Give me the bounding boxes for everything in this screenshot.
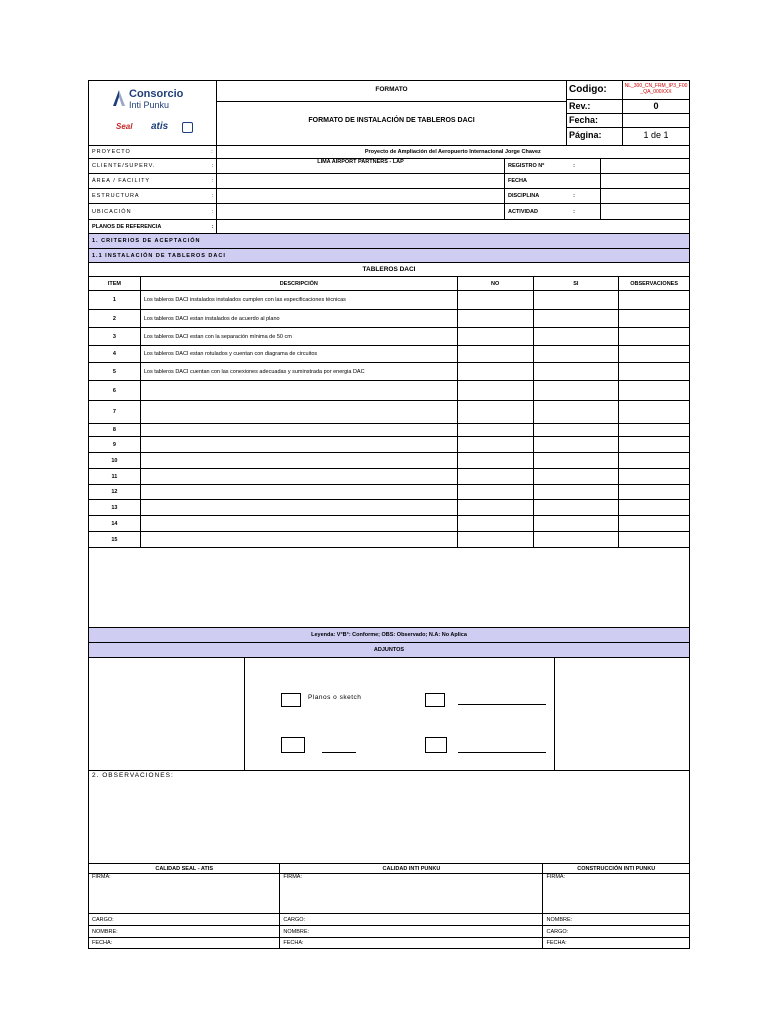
item-no-cell[interactable] bbox=[458, 453, 534, 468]
item-si-cell[interactable] bbox=[534, 500, 620, 515]
area-label: ÁREA / FACILITY bbox=[92, 178, 151, 184]
sig-col1-firma[interactable]: FIRMA: bbox=[89, 874, 280, 913]
item-si-cell[interactable] bbox=[534, 363, 620, 380]
item-description bbox=[141, 516, 458, 531]
table-row bbox=[88, 328, 690, 346]
observaciones-area[interactable] bbox=[88, 771, 690, 864]
item-number: 11 bbox=[89, 469, 141, 484]
table-row bbox=[88, 500, 690, 516]
table-row bbox=[88, 381, 690, 401]
adjunto-line-3 bbox=[322, 752, 356, 753]
item-si-cell[interactable] bbox=[534, 346, 620, 362]
row-estructura: ESTRUCTURA : DISCIPLINA : bbox=[88, 189, 690, 204]
item-observaciones-cell[interactable] bbox=[619, 424, 689, 436]
item-number: 8 bbox=[89, 424, 141, 436]
item-observaciones-cell[interactable] bbox=[619, 346, 689, 362]
item-description: Los tableros DACI cuentan con las conexiones adecuadas y suminstrada por energia DAC bbox=[141, 363, 458, 380]
item-description: Los tableros DACI instalados instalados cumplen con las especificaciones técnicas bbox=[141, 291, 458, 309]
logo-seal-text: Seal bbox=[116, 122, 133, 131]
fecha-info-value[interactable] bbox=[601, 174, 689, 188]
item-number: 15 bbox=[89, 532, 141, 547]
project-info bbox=[88, 146, 690, 949]
item-si-cell[interactable] bbox=[534, 485, 620, 499]
item-no-cell[interactable] bbox=[458, 500, 534, 515]
instalacion-title: 1.1 INSTALACIÓN DE TABLEROS DACI bbox=[92, 252, 226, 259]
item-si-cell[interactable] bbox=[534, 310, 620, 327]
logo-consorcio-text: Consorcio bbox=[129, 88, 184, 100]
pagina-value: 1 de 1 bbox=[643, 130, 669, 140]
sig-col1-title: CALIDAD SEAL - ATIS bbox=[89, 864, 280, 873]
form-header bbox=[88, 80, 690, 146]
item-no-cell[interactable] bbox=[458, 346, 534, 362]
blank-area bbox=[88, 548, 690, 628]
registro-label: REGISTRO Nº bbox=[508, 163, 545, 169]
item-number: 13 bbox=[89, 500, 141, 515]
table-row bbox=[88, 346, 690, 363]
rev-value: 0 bbox=[653, 101, 659, 111]
adjunto-checkbox-2[interactable] bbox=[425, 691, 445, 709]
legend-text: Leyenda: V°B°: Conforme; OBS: Observado; N.A: No Aplica bbox=[311, 632, 467, 638]
row-area: ÁREA / FACILITY : FECHA bbox=[88, 174, 690, 189]
codigo-value: NL_300_CN_FRM_IP3_F00_QA_000XXX bbox=[624, 83, 688, 95]
item-description bbox=[141, 532, 458, 547]
criterios-title: 1. CRITERIOS DE ACEPTACIÓN bbox=[92, 238, 201, 244]
table-row bbox=[88, 516, 690, 532]
sig-col2-nombre[interactable]: NOMBRE: bbox=[280, 926, 543, 937]
item-description bbox=[141, 401, 458, 423]
item-si-cell[interactable] bbox=[534, 516, 620, 531]
doc-control bbox=[567, 81, 689, 145]
adjuntos-area bbox=[88, 658, 690, 771]
logo-area bbox=[89, 81, 217, 145]
formato-label: FORMATO bbox=[375, 86, 408, 93]
proyecto-label: PROYECTO bbox=[92, 149, 131, 155]
item-si-cell[interactable] bbox=[534, 469, 620, 484]
item-description bbox=[141, 485, 458, 499]
planos-checkbox[interactable] bbox=[281, 691, 301, 709]
signature-row-3 bbox=[88, 926, 690, 938]
planos-label: PLANOS DE REFERENCIA bbox=[92, 223, 162, 230]
planos-value[interactable] bbox=[217, 220, 689, 233]
col-no: NO bbox=[458, 277, 534, 290]
item-description: Los tableros DACI estan con la separación mínima de 50 cm bbox=[141, 328, 458, 345]
table-row bbox=[88, 363, 690, 381]
criterios-section bbox=[88, 234, 690, 249]
item-description bbox=[141, 437, 458, 452]
observaciones-label: 2. OBSERVACIONES: bbox=[92, 772, 174, 779]
item-no-cell[interactable] bbox=[458, 401, 534, 423]
item-si-cell[interactable] bbox=[534, 291, 620, 309]
signature-row-4 bbox=[88, 938, 690, 949]
col-si: SI bbox=[534, 277, 620, 290]
item-no-cell[interactable] bbox=[458, 485, 534, 499]
item-number: 10 bbox=[89, 453, 141, 468]
logo-inti-text: Inti Punku bbox=[129, 100, 170, 110]
item-no-cell[interactable] bbox=[458, 532, 534, 547]
item-observaciones-cell[interactable] bbox=[619, 437, 689, 452]
item-observaciones-cell[interactable] bbox=[619, 516, 689, 531]
item-no-cell[interactable] bbox=[458, 363, 534, 380]
item-no-cell[interactable] bbox=[458, 424, 534, 436]
item-description bbox=[141, 381, 458, 400]
estructura-value[interactable] bbox=[217, 189, 505, 203]
col-descripcion: DESCRIPCIÓN bbox=[141, 277, 458, 290]
registro-value[interactable] bbox=[601, 159, 689, 173]
proyecto-value[interactable]: Proyecto de Ampliación del Aeropuerto Internacional Jorge Chavez bbox=[364, 149, 541, 155]
item-si-cell[interactable] bbox=[534, 381, 620, 400]
area-value[interactable] bbox=[217, 174, 505, 188]
adjunto-checkbox-4[interactable] bbox=[425, 737, 447, 753]
item-description: Los tableros DACI estan instalados de acuerdo al plano bbox=[141, 310, 458, 327]
tableros-subheader bbox=[88, 263, 690, 277]
form-title: FORMATO DE INSTALACIÓN DE TABLEROS DACI bbox=[308, 117, 475, 124]
pagina-label: Página: bbox=[569, 130, 602, 140]
item-observaciones-cell[interactable] bbox=[619, 485, 689, 499]
consorcio-logo bbox=[111, 89, 127, 112]
item-no-cell[interactable] bbox=[458, 381, 534, 400]
adjunto-line-2 bbox=[458, 704, 546, 705]
disciplina-value[interactable] bbox=[601, 189, 689, 203]
title-area bbox=[217, 81, 567, 145]
adjuntos-checks bbox=[245, 658, 555, 770]
item-si-cell[interactable] bbox=[534, 424, 620, 436]
sig-col1-nombre[interactable]: NOMBRE: bbox=[89, 926, 280, 937]
legend-row bbox=[88, 628, 690, 643]
item-no-cell[interactable] bbox=[458, 328, 534, 345]
sig-col2-cargo[interactable]: CARGO: bbox=[280, 914, 543, 925]
sig-col3-fecha[interactable]: FECHA: bbox=[546, 940, 567, 946]
signature-row-2 bbox=[88, 914, 690, 926]
item-observaciones-cell[interactable] bbox=[619, 291, 689, 309]
sig-col3-nombre[interactable]: NOMBRE: bbox=[546, 916, 573, 923]
tableros-title: TABLEROS DACI bbox=[362, 266, 416, 273]
col-item: ITEM bbox=[89, 277, 141, 290]
item-observaciones-cell[interactable] bbox=[619, 500, 689, 515]
item-no-cell[interactable] bbox=[458, 469, 534, 484]
item-number: 9 bbox=[89, 437, 141, 452]
item-observaciones-cell[interactable] bbox=[619, 328, 689, 345]
item-number: 6 bbox=[89, 381, 141, 400]
ubicacion-value[interactable] bbox=[217, 204, 505, 219]
item-number: 12 bbox=[89, 485, 141, 499]
atis-logo-icon bbox=[182, 122, 193, 133]
consorcio-logo-icon bbox=[111, 89, 127, 107]
item-number: 14 bbox=[89, 516, 141, 531]
planos-label: Planos o sketch bbox=[308, 694, 362, 701]
row-cliente: CLIENTE/SUPERV. : LIMA AIRPORT PARTNERS - LAP REGISTRO Nº : bbox=[88, 159, 690, 174]
item-description bbox=[141, 500, 458, 515]
item-no-cell[interactable] bbox=[458, 291, 534, 309]
item-observaciones-cell[interactable] bbox=[619, 310, 689, 327]
adjuntos-header bbox=[88, 643, 690, 658]
checklist-rows bbox=[88, 291, 690, 548]
item-no-cell[interactable] bbox=[458, 437, 534, 452]
table-row bbox=[88, 532, 690, 548]
item-description bbox=[141, 469, 458, 484]
sig-col2-title: CALIDAD INTI PUNKU bbox=[280, 864, 543, 873]
sig-col1-fecha[interactable]: FECHA: bbox=[89, 938, 280, 948]
item-number: 3 bbox=[89, 328, 141, 345]
adjunto-line-4 bbox=[458, 752, 546, 753]
item-si-cell[interactable] bbox=[534, 437, 620, 452]
item-observaciones-cell[interactable] bbox=[619, 453, 689, 468]
item-si-cell[interactable] bbox=[534, 328, 620, 345]
item-number: 7 bbox=[89, 401, 141, 423]
sig-col2-fecha[interactable]: FECHA: bbox=[280, 938, 543, 948]
rev-label: Rev.: bbox=[569, 101, 591, 111]
signature-header bbox=[88, 864, 690, 874]
item-observaciones-cell[interactable] bbox=[619, 401, 689, 423]
sig-col1-cargo[interactable]: CARGO: bbox=[89, 914, 280, 925]
item-si-cell[interactable] bbox=[534, 532, 620, 547]
codigo-label: Codigo: bbox=[569, 84, 607, 95]
item-number: 2 bbox=[89, 310, 141, 327]
logo-atis-text: atis bbox=[151, 121, 169, 132]
actividad-label: ACTIVIDAD bbox=[508, 208, 538, 215]
item-observaciones-cell[interactable] bbox=[619, 532, 689, 547]
adjuntos-title: ADJUNTOS bbox=[373, 647, 405, 653]
item-no-cell[interactable] bbox=[458, 310, 534, 327]
table-header bbox=[88, 277, 690, 291]
item-observaciones-cell[interactable] bbox=[619, 363, 689, 380]
sig-col3-title: CONSTRUCCIÓN INTI PUNKU bbox=[577, 865, 656, 872]
col-observaciones: OBSERVACIONES bbox=[630, 280, 678, 287]
adjunto-checkbox-3[interactable] bbox=[281, 737, 305, 753]
cliente-label: CLIENTE/SUPERV. bbox=[92, 163, 156, 169]
row-ubicacion: UBICACIÓN : ACTIVIDAD : bbox=[88, 204, 690, 220]
fecha-info-label: FECHA bbox=[508, 178, 527, 184]
sig-col3-firma[interactable]: FIRMA: bbox=[546, 874, 566, 880]
actividad-value[interactable] bbox=[601, 204, 689, 219]
row-proyecto: PROYECTO : Proyecto de Ampliación del Aeropuerto Internacional Jorge Chavez bbox=[88, 146, 690, 159]
table-row bbox=[88, 424, 690, 437]
item-number: 4 bbox=[89, 346, 141, 362]
table-row bbox=[88, 453, 690, 469]
table-row bbox=[88, 437, 690, 453]
table-row bbox=[88, 310, 690, 328]
item-number: 5 bbox=[89, 363, 141, 380]
instalacion-section bbox=[88, 249, 690, 263]
fecha-header-label: Fecha: bbox=[569, 115, 599, 125]
item-si-cell[interactable] bbox=[534, 401, 620, 423]
cliente-value[interactable]: LIMA AIRPORT PARTNERS - LAP bbox=[217, 159, 505, 173]
row-planos: PLANOS DE REFERENCIA : bbox=[88, 220, 690, 234]
sig-col3-cargo[interactable]: CARGO: bbox=[546, 928, 569, 935]
sig-col2-firma[interactable]: FIRMA: bbox=[280, 874, 543, 913]
item-observaciones-cell[interactable] bbox=[619, 381, 689, 400]
item-observaciones-cell[interactable] bbox=[619, 469, 689, 484]
table-row bbox=[88, 291, 690, 310]
item-description: Los tableros DACI estan rotulados y cuentan con diagrama de circuitos bbox=[141, 346, 458, 362]
item-number: 1 bbox=[89, 291, 141, 309]
item-description bbox=[141, 424, 458, 436]
disciplina-label: DISCIPLINA bbox=[508, 193, 540, 199]
ubicacion-label: UBICACIÓN bbox=[92, 208, 132, 215]
signature-firma-row bbox=[88, 874, 690, 914]
item-no-cell[interactable] bbox=[458, 516, 534, 531]
item-si-cell[interactable] bbox=[534, 453, 620, 468]
table-row bbox=[88, 485, 690, 500]
estructura-label: ESTRUCTURA bbox=[92, 193, 140, 199]
item-description bbox=[141, 453, 458, 468]
table-row bbox=[88, 469, 690, 485]
table-row bbox=[88, 401, 690, 424]
